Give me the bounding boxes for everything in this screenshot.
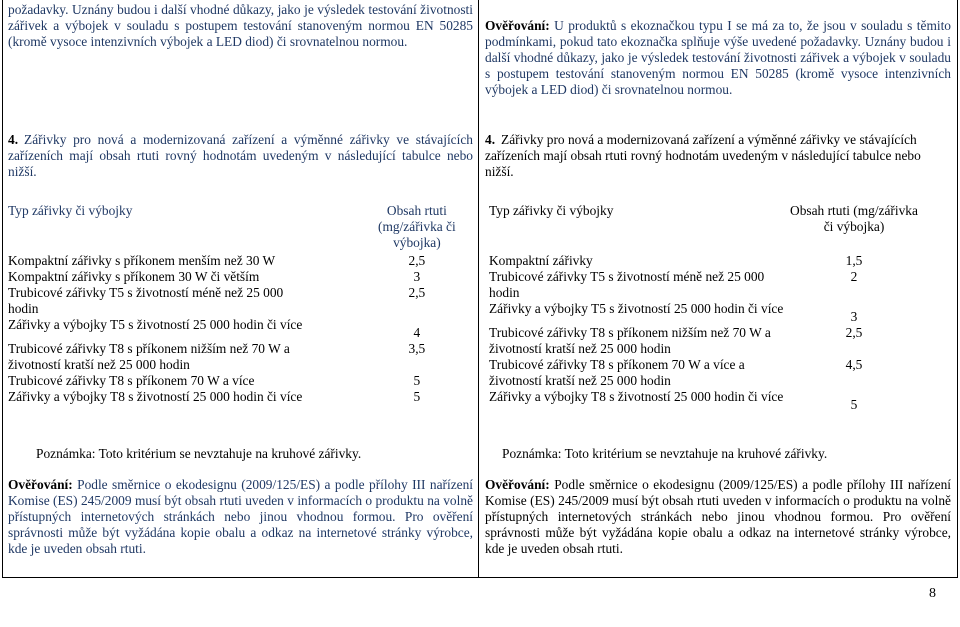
table-cell-type: Trubicové zářivky T5 s životností méně než 25 000 hodin (8, 285, 284, 316)
right-mercury-table (489, 203, 919, 413)
table-cell-value: 1,5 (845, 253, 863, 268)
table-row (8, 373, 473, 389)
table-cell-type: Trubicové zářivky T8 s příkonem nižším než 70 W a životností kratší než 25 000 hodin (489, 325, 771, 356)
right-verification-label-1: Ověřování: (485, 18, 550, 33)
right-table-col2-header: Obsah rtuti (mg/zářivka či výbojka) (790, 203, 918, 234)
table-cell-value: 2,5 (845, 325, 863, 340)
table-cell-value: 5 (850, 397, 858, 412)
left-item-4 (8, 132, 473, 180)
table-cell-type: Zářivky a výbojky T8 s životností 25 000 hodin či více (489, 389, 784, 404)
table-border-right (957, 0, 958, 577)
right-table-col1-header: Typ zářivky či výbojky (489, 203, 614, 218)
table-cell-type: Zářivky a výbojky T8 s životností 25 000 hodin či více (8, 389, 303, 404)
table-row (489, 253, 919, 269)
table-row (489, 389, 919, 413)
right-item-number: 4. (485, 132, 496, 147)
table-row (8, 285, 473, 317)
table-cell-value: 5 (413, 389, 421, 404)
left-intro-paragraph: požadavky. Uznány budou i další vhodné důkazy, jako je výsledek testování životnosti zářivek a výbojek v souladu s postupem testování stanoveným normou EN 50285 (kromě vysoce intenzivních výbojek a LED diod) či srovnatelnou normou. (8, 2, 473, 49)
table-border-bottom (2, 577, 958, 578)
table-cell-value: 2 (850, 269, 858, 284)
table-cell-value: 3,5 (408, 341, 426, 356)
right-verification-paragraph-2 (485, 477, 951, 557)
table-row (489, 325, 919, 357)
right-table-note: Poznámka: Toto kritérium se nevztahuje na kruhové zářivky. (502, 446, 828, 461)
left-mercury-table (8, 203, 473, 405)
right-verification-label-2: Ověřování: (485, 477, 550, 492)
left-table-note: Poznámka: Toto kritérium se nevztahuje na kruhové zářivky. (36, 446, 362, 461)
right-item-text: Zářivky pro nová a modernizovaná zařízení a výměnné zářivky ve stávajících zařízeních mají obsah rtuti rovný hodnotám uvedeným v následující tabulce nebo nižší. (485, 132, 921, 179)
table-cell-value: 4,5 (845, 357, 863, 372)
table-row (8, 317, 473, 341)
table-cell-value: 3 (850, 309, 858, 324)
right-verification-text-2: Podle směrnice o ekodesignu (2009/125/ES) a podle přílohy III nařízení Komise (ES) 245/2009 musí být obsah rtuti uveden v informacích o produktu na volně přístupných internetových stránkách nebo jinou vhodnou formou. Pro ověření správnosti může být vyžádána kopie obalu a odkaz na internetové stránky výrobce, kde je uveden obsah rtuti. (485, 477, 951, 556)
table-cell-type: Trubicové zářivky T8 s příkonem 70 W a více a životností kratší než 25 000 hodin (489, 357, 745, 388)
table-border-left (2, 0, 3, 577)
table-cell-type: Kompaktní zářivky s příkonem menším než 30 W (8, 253, 276, 268)
right-verification-text-1: U produktů s ekoznačkou typu I se má za to, že jsou v souladu s těmito podmínkami, pokud tato ekoznačka splňuje výše uvedené požadavky. Uznány budou i další vhodné důkazy, jako je výsledek testování životnosti zářivek a výbojek v souladu s postupem testování stanoveným normou EN 50285 (kromě vysoce intenzivních výbojek a LED diod) či srovnatelnou normou. (485, 18, 951, 97)
table-cell-value: 2,5 (408, 253, 426, 268)
table-row (8, 253, 473, 269)
table-cell-type: Zářivky a výbojky T5 s životností 25 000 hodin či více (489, 301, 784, 316)
table-header-row (8, 203, 473, 253)
table-row (489, 269, 919, 301)
left-verification-paragraph (8, 477, 473, 557)
left-table-col2-header: Obsah rtuti (mg/zářivka či výbojka) (378, 203, 456, 250)
table-row (489, 357, 919, 389)
table-row (8, 389, 473, 405)
table-row (489, 301, 919, 325)
left-item-text: Zářivky pro nová a modernizovaná zařízení a výměnné zářivky ve stávajících zařízeních mají obsah rtuti rovný hodnotám uvedeným v následující tabulce nebo nižší. (8, 132, 473, 179)
table-cell-value: 3 (413, 269, 421, 284)
table-cell-value: 5 (413, 373, 421, 388)
right-verification-paragraph-1 (485, 18, 951, 98)
table-cell-type: Zářivky a výbojky T5 s životností 25 000 hodin či více (8, 317, 303, 332)
page-number: 8 (929, 586, 936, 601)
table-cell-value: 4 (413, 325, 421, 340)
table-cell-value: 2,5 (408, 285, 426, 300)
left-verification-label: Ověřování: (8, 477, 73, 492)
right-item-4 (485, 132, 951, 180)
table-cell-type: Trubicové zářivky T5 s životností méně než 25 000 hodin (489, 269, 765, 300)
table-cell-type: Kompaktní zářivky s příkonem 30 W či větším (8, 269, 260, 284)
table-header-row (489, 203, 919, 253)
left-item-number: 4. (8, 132, 19, 147)
table-row (8, 341, 473, 373)
left-table-col1-header: Typ zářivky či výbojky (8, 203, 133, 218)
left-verification-text: Podle směrnice o ekodesignu (2009/125/ES) a podle přílohy III nařízení Komise (ES) 245/2009 musí být obsah rtuti uveden v informacích o produktu na volně přístupných internetových stránkách nebo jinou vhodnou formou. Pro ověření správnosti může být vyžádána kopie obalu a odkaz na internetové stránky výrobce, kde je uveden obsah rtuti. (8, 477, 473, 556)
two-column-document-table (2, 0, 958, 580)
table-row (8, 269, 473, 285)
table-cell-type: Trubicové zářivky T8 s příkonem nižším než 70 W a životností kratší než 25 000 hodin (8, 341, 290, 372)
table-cell-type: Kompaktní zářivky (489, 253, 593, 268)
table-cell-type: Trubicové zářivky T8 s příkonem 70 W a více (8, 373, 255, 388)
table-border-middle (478, 0, 479, 577)
